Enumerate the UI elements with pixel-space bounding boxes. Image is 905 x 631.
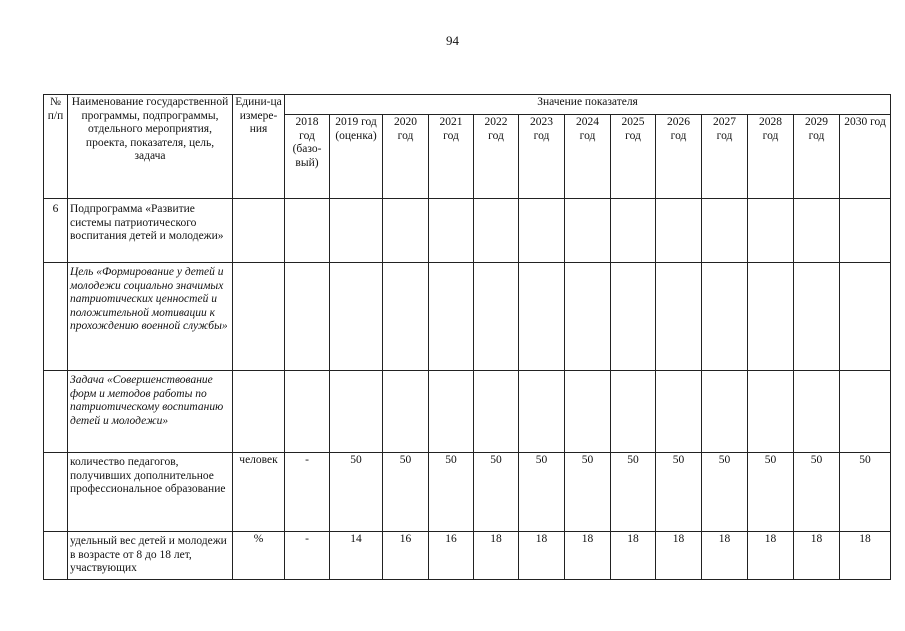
row-unit	[233, 263, 285, 371]
row-value: 50	[702, 453, 748, 532]
row-value: 16	[429, 532, 474, 580]
row-value	[611, 199, 656, 263]
header-year: 2027 год	[702, 115, 748, 199]
row-value: 18	[611, 532, 656, 580]
row-value	[429, 199, 474, 263]
row-num	[44, 371, 68, 453]
row-value	[383, 199, 429, 263]
row-unit	[233, 199, 285, 263]
row-value	[519, 199, 565, 263]
header-value-group: Значение показателя	[285, 95, 891, 115]
row-value	[519, 263, 565, 371]
row-value	[565, 371, 611, 453]
row-value	[519, 371, 565, 453]
row-value: 50	[429, 453, 474, 532]
row-value: 14	[330, 532, 383, 580]
row-value: 18	[474, 532, 519, 580]
row-value	[840, 371, 891, 453]
row-value: -	[285, 532, 330, 580]
row-value: 50	[748, 453, 794, 532]
row-value: 50	[656, 453, 702, 532]
row-value: 18	[748, 532, 794, 580]
header-year: 2029 год	[794, 115, 840, 199]
row-unit: %	[233, 532, 285, 580]
row-num	[44, 453, 68, 532]
row-value: 50	[474, 453, 519, 532]
table-row	[44, 371, 891, 453]
header-year: 2030 год	[840, 115, 891, 199]
row-value: 18	[840, 532, 891, 580]
row-num: 6	[44, 199, 68, 263]
header-year: 2019 год (оценка)	[330, 115, 383, 199]
header-name: Наименование государственной программы, подпрограммы, отдельного мероприятия, проекта, показателя, цель, задача	[68, 95, 233, 199]
table-row	[44, 532, 891, 580]
row-value: 50	[330, 453, 383, 532]
row-value	[702, 199, 748, 263]
row-value	[840, 263, 891, 371]
row-value: 18	[794, 532, 840, 580]
row-value	[794, 371, 840, 453]
row-value	[383, 263, 429, 371]
row-value	[611, 371, 656, 453]
row-value	[702, 371, 748, 453]
row-value	[748, 371, 794, 453]
row-value	[611, 263, 656, 371]
row-value	[656, 263, 702, 371]
row-name: Задача «Совершенствование форм и методов работы по патриотическому воспитанию детей и молодежи»	[68, 371, 233, 453]
table-row	[44, 453, 891, 532]
header-unit: Едини-ца измере-ния	[233, 95, 285, 199]
row-name: Цель «Формирование у детей и молодежи социально значимых патриотических ценностей и положительной мотивации к прохождению военной службы»	[68, 263, 233, 371]
row-value: 50	[840, 453, 891, 532]
row-value	[474, 199, 519, 263]
header-year: 2024 год	[565, 115, 611, 199]
header-year: 2018 год (базо-вый)	[285, 115, 330, 199]
table-row	[44, 199, 891, 263]
header-year: 2023 год	[519, 115, 565, 199]
row-value	[474, 371, 519, 453]
row-value	[474, 263, 519, 371]
row-value: 50	[383, 453, 429, 532]
row-value	[748, 263, 794, 371]
row-value: 50	[519, 453, 565, 532]
header-year: 2021 год	[429, 115, 474, 199]
row-value	[840, 199, 891, 263]
row-value: 18	[565, 532, 611, 580]
row-value	[794, 199, 840, 263]
page-number: 94	[446, 33, 459, 48]
row-value	[330, 263, 383, 371]
row-unit	[233, 371, 285, 453]
row-value: 50	[794, 453, 840, 532]
row-value	[285, 199, 330, 263]
row-value	[565, 263, 611, 371]
row-value	[330, 199, 383, 263]
header-year: 2025 год	[611, 115, 656, 199]
row-name: удельный вес детей и молодежи в возрасте от 8 до 18 лет, участвующих	[68, 532, 233, 580]
row-value: 18	[702, 532, 748, 580]
header-num: № п/п	[44, 95, 68, 199]
row-value: 16	[383, 532, 429, 580]
row-value	[285, 263, 330, 371]
row-value	[656, 371, 702, 453]
row-value	[330, 371, 383, 453]
row-value	[748, 199, 794, 263]
row-value: 50	[611, 453, 656, 532]
row-name: Подпрограмма «Развитие системы патриотического воспитания детей и молодежи»	[68, 199, 233, 263]
row-value	[702, 263, 748, 371]
header-year: 2026 год	[656, 115, 702, 199]
row-value	[565, 199, 611, 263]
row-value	[429, 263, 474, 371]
row-value	[285, 371, 330, 453]
row-value: 50	[565, 453, 611, 532]
row-value: 18	[656, 532, 702, 580]
header-year: 2028 год	[748, 115, 794, 199]
header-year: 2020 год	[383, 115, 429, 199]
row-unit: человек	[233, 453, 285, 532]
row-value: 18	[519, 532, 565, 580]
row-name: количество педагогов, получивших дополнительное профессиональное образование	[68, 453, 233, 532]
header-year: 2022 год	[474, 115, 519, 199]
row-value	[656, 199, 702, 263]
table-row	[44, 263, 891, 371]
row-value: -	[285, 453, 330, 532]
indicators-table	[43, 94, 891, 580]
row-num	[44, 532, 68, 580]
row-value	[429, 371, 474, 453]
row-value	[794, 263, 840, 371]
row-num	[44, 263, 68, 371]
row-value	[383, 371, 429, 453]
